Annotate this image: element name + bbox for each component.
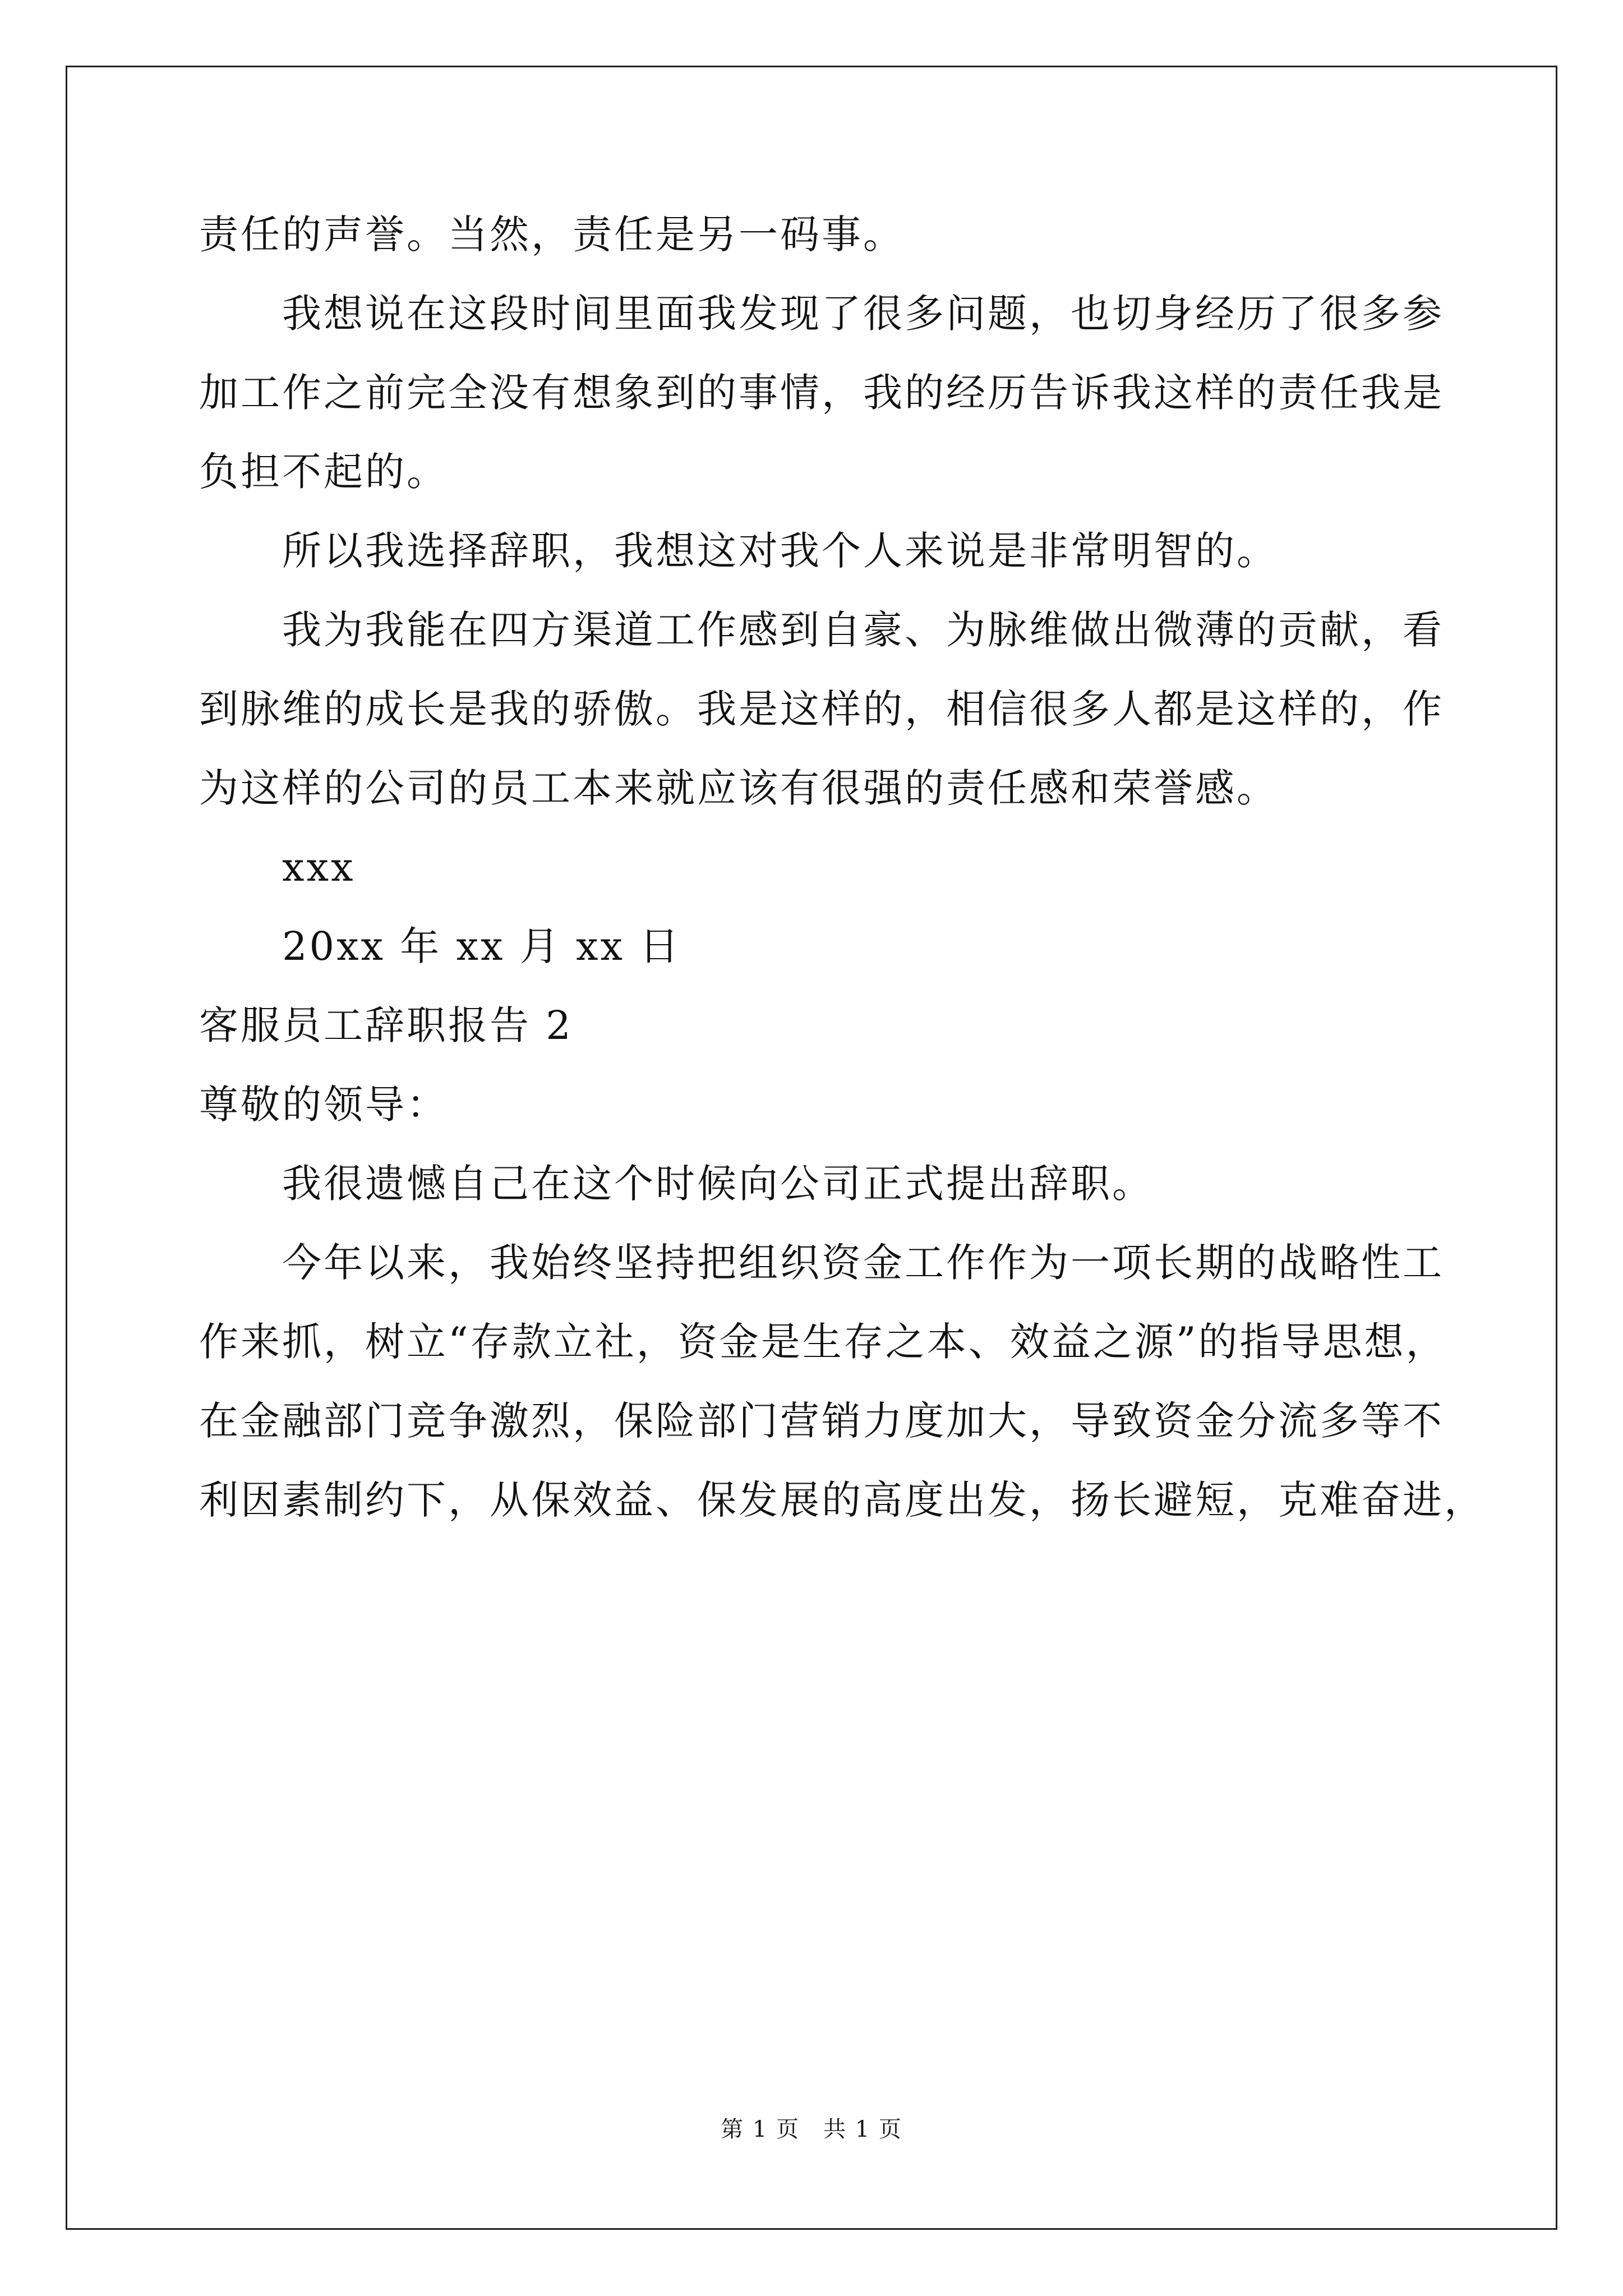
paragraph-first-line: 所以我选择辞职，我想这对我个人来说是非常明智的。 [282,528,1278,574]
text-line: 为这样的公司的员工本来就应该有很强的责任感和荣誉感。 [199,765,1278,811]
text-line: 在金融部门竞争激烈，保险部门营销力度加大，导致资金分流多等不 [199,1398,1444,1444]
signature-name: xxx [282,844,356,890]
text-line: 到脉维的成长是我的骄傲。我是这样的，相信很多人都是这样的，作 [199,686,1444,732]
salutation: 尊敬的领导： [199,1082,448,1128]
paragraph-first-line: 我想说在这段时间里面我发现了很多问题，也切身经历了很多参 [282,291,1444,337]
paragraph-first-line: 我为我能在四方渠道工作感到自豪、为脉维做出微薄的贡献，看 [282,607,1444,653]
text-line: 作来抓，树立“存款立社，资金是生存之本、效益之源”的指导思想， [199,1319,1447,1365]
signature-date: 20xx 年 xx 月 xx 日 [282,923,681,969]
section-title: 客服员工辞职报告 2 [199,1002,573,1048]
page-footer: 第 1 页 共 1 页 [721,2116,902,2142]
paragraph-first-line: 今年以来，我始终坚持把组织资金工作作为一项长期的战略性工 [282,1240,1444,1286]
paragraph-first-line: 我很遗憾自己在这个时候向公司正式提出辞职。 [282,1161,1154,1207]
text-line: 责任的声誉。当然，责任是另一码事。 [199,211,905,257]
text-line: 负担不起的。 [199,449,448,495]
text-line: 利因素制约下，从保效益、保发展的高度出发，扬长避短，克难奋进， [199,1477,1486,1523]
text-line: 加工作之前完全没有想象到的事情，我的经历告诉我这样的责任我是 [199,370,1444,416]
